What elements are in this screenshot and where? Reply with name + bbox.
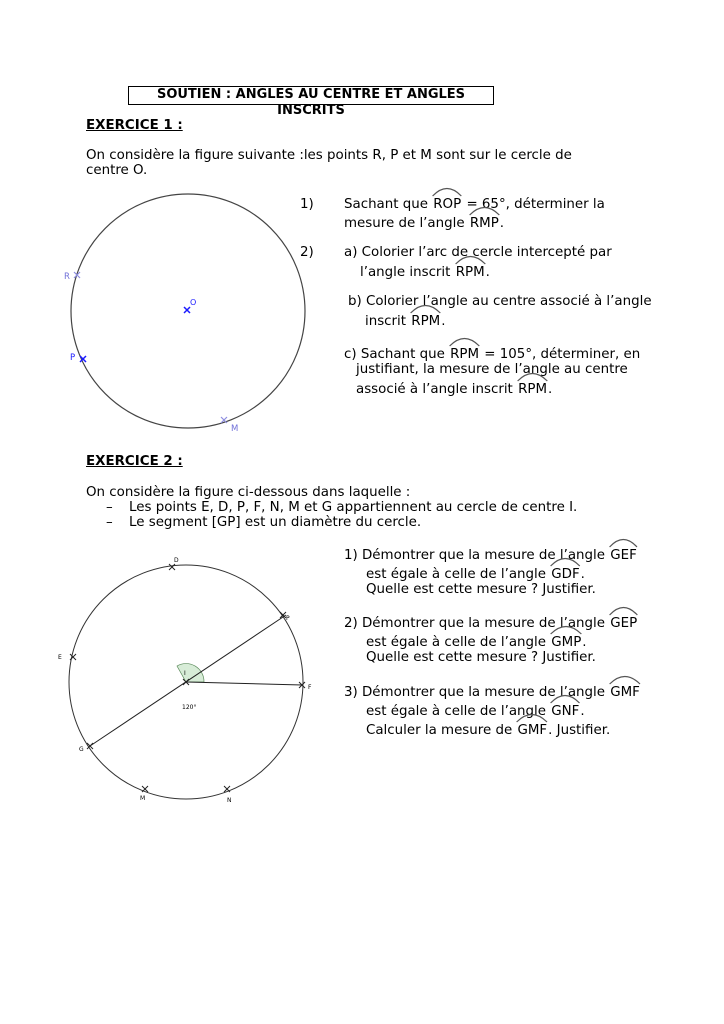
angle-gnf: GNF bbox=[550, 703, 580, 720]
segment-if bbox=[186, 682, 302, 685]
ex1-q2c-line1: c) Sachant que RPM = 105°, déterminer, en bbox=[344, 346, 640, 363]
point-i-label: I bbox=[184, 670, 186, 677]
angle-120-label: 120° bbox=[182, 704, 197, 711]
ex2-q1-line2: est égale à celle de l’angle GDF . bbox=[366, 566, 585, 583]
point-e-marker bbox=[70, 654, 76, 660]
point-o-label: O bbox=[190, 298, 197, 307]
exercise1-intro-line2: centre O. bbox=[86, 163, 148, 178]
ex1-q2-number: 2) bbox=[300, 245, 314, 260]
exercise2-heading: EXERCICE 2 : bbox=[86, 454, 183, 469]
point-e-label: E bbox=[58, 654, 62, 661]
point-d-label: D bbox=[174, 557, 179, 564]
ex2-q3-line2: est égale à celle de l’angle GNF . bbox=[366, 703, 585, 720]
ex2-q3-line3: Calculer la mesure de GMF . Justifier. bbox=[366, 722, 610, 739]
point-f-label: F bbox=[308, 684, 312, 691]
ex2-q1-line1: 1) Démontrer que la mesure de l’angle GEF bbox=[344, 547, 638, 564]
angle-gmf-2: GMF bbox=[516, 722, 548, 739]
point-g-label: G bbox=[79, 746, 84, 753]
angle-rmp: RMP bbox=[469, 215, 500, 232]
ex2-q3-line1: 3) Démontrer que la mesure de l’angle GMF bbox=[344, 684, 641, 701]
exercise2-bullet2: Le segment [GP] est un diamètre du cercle. bbox=[129, 515, 422, 530]
angle-rop: ROP bbox=[432, 196, 462, 213]
exercise2-intro: On considère la figure ci-dessous dans laquelle : bbox=[86, 485, 411, 500]
point-m-label: M bbox=[231, 424, 239, 434]
ex1-q1-line2: mesure de l’angle RMP . bbox=[344, 215, 504, 232]
angle-gep: GEP bbox=[609, 615, 638, 632]
ex1-q2b-line2: inscrit RPM . bbox=[365, 313, 446, 330]
bullet-dash-2: – bbox=[106, 515, 113, 530]
ex1-q2b-line1: b) Colorier l’angle au centre associé à l’angle bbox=[348, 294, 652, 309]
angle-rpm-c: RPM bbox=[449, 346, 480, 363]
point-p-label-2: P bbox=[286, 615, 290, 622]
exercise1-heading: EXERCICE 1 : bbox=[86, 118, 183, 133]
angle-rpm-a: RPM bbox=[455, 264, 486, 281]
ex2-q2-line1: 2) Démontrer que la mesure de l’angle GEP bbox=[344, 615, 638, 632]
angle-gdf: GDF bbox=[550, 566, 580, 583]
ex2-q2-line2: est égale à celle de l’angle GMP . bbox=[366, 634, 587, 651]
ex2-q2-line3: Quelle est cette mesure ? Justifier. bbox=[366, 650, 596, 665]
ex2-q1-line3: Quelle est cette mesure ? Justifier. bbox=[366, 582, 596, 597]
point-p-label: P bbox=[70, 353, 76, 363]
angle-gmf: GMF bbox=[609, 684, 641, 701]
point-r-label: R bbox=[64, 272, 70, 282]
exercise2-bullet1: Les points E, D, P, F, N, M et G appartiennent au cercle de centre I. bbox=[129, 500, 578, 515]
ex1-q2a-line1: a) Colorier l’arc de cercle intercepté par bbox=[344, 245, 612, 260]
ex1-q2c-line2: justifiant, la mesure de l’angle au centre bbox=[356, 362, 628, 377]
angle-gef: GEF bbox=[609, 547, 638, 564]
ex1-q1-number: 1) bbox=[300, 197, 314, 212]
ex1-q2a-line2: l’angle inscrit RPM . bbox=[360, 264, 490, 281]
point-o-marker bbox=[184, 307, 190, 313]
ex1-q2c-line3: associé à l’angle inscrit RPM . bbox=[356, 381, 552, 398]
angle-gmp: GMP bbox=[550, 634, 582, 651]
figure1-circle-diagram bbox=[55, 185, 320, 440]
point-m-label-2: M bbox=[140, 795, 146, 802]
exercise1-intro-line1: On considère la figure suivante :les points R, P et M sont sur le cercle de bbox=[86, 148, 572, 163]
angle-rpm-d: RPM bbox=[517, 381, 548, 398]
figure2-circle-diagram bbox=[50, 552, 330, 812]
ex1-q1-line1: Sachant que ROP = 65°, déterminer la bbox=[344, 196, 605, 213]
page-title: SOUTIEN : ANGLES AU CENTRE ET ANGLES INSCRITS bbox=[128, 86, 494, 105]
bullet-dash-1: – bbox=[106, 500, 113, 515]
angle-rpm-b: RPM bbox=[410, 313, 441, 330]
point-d-marker bbox=[169, 564, 175, 570]
point-n-label: N bbox=[227, 797, 232, 804]
